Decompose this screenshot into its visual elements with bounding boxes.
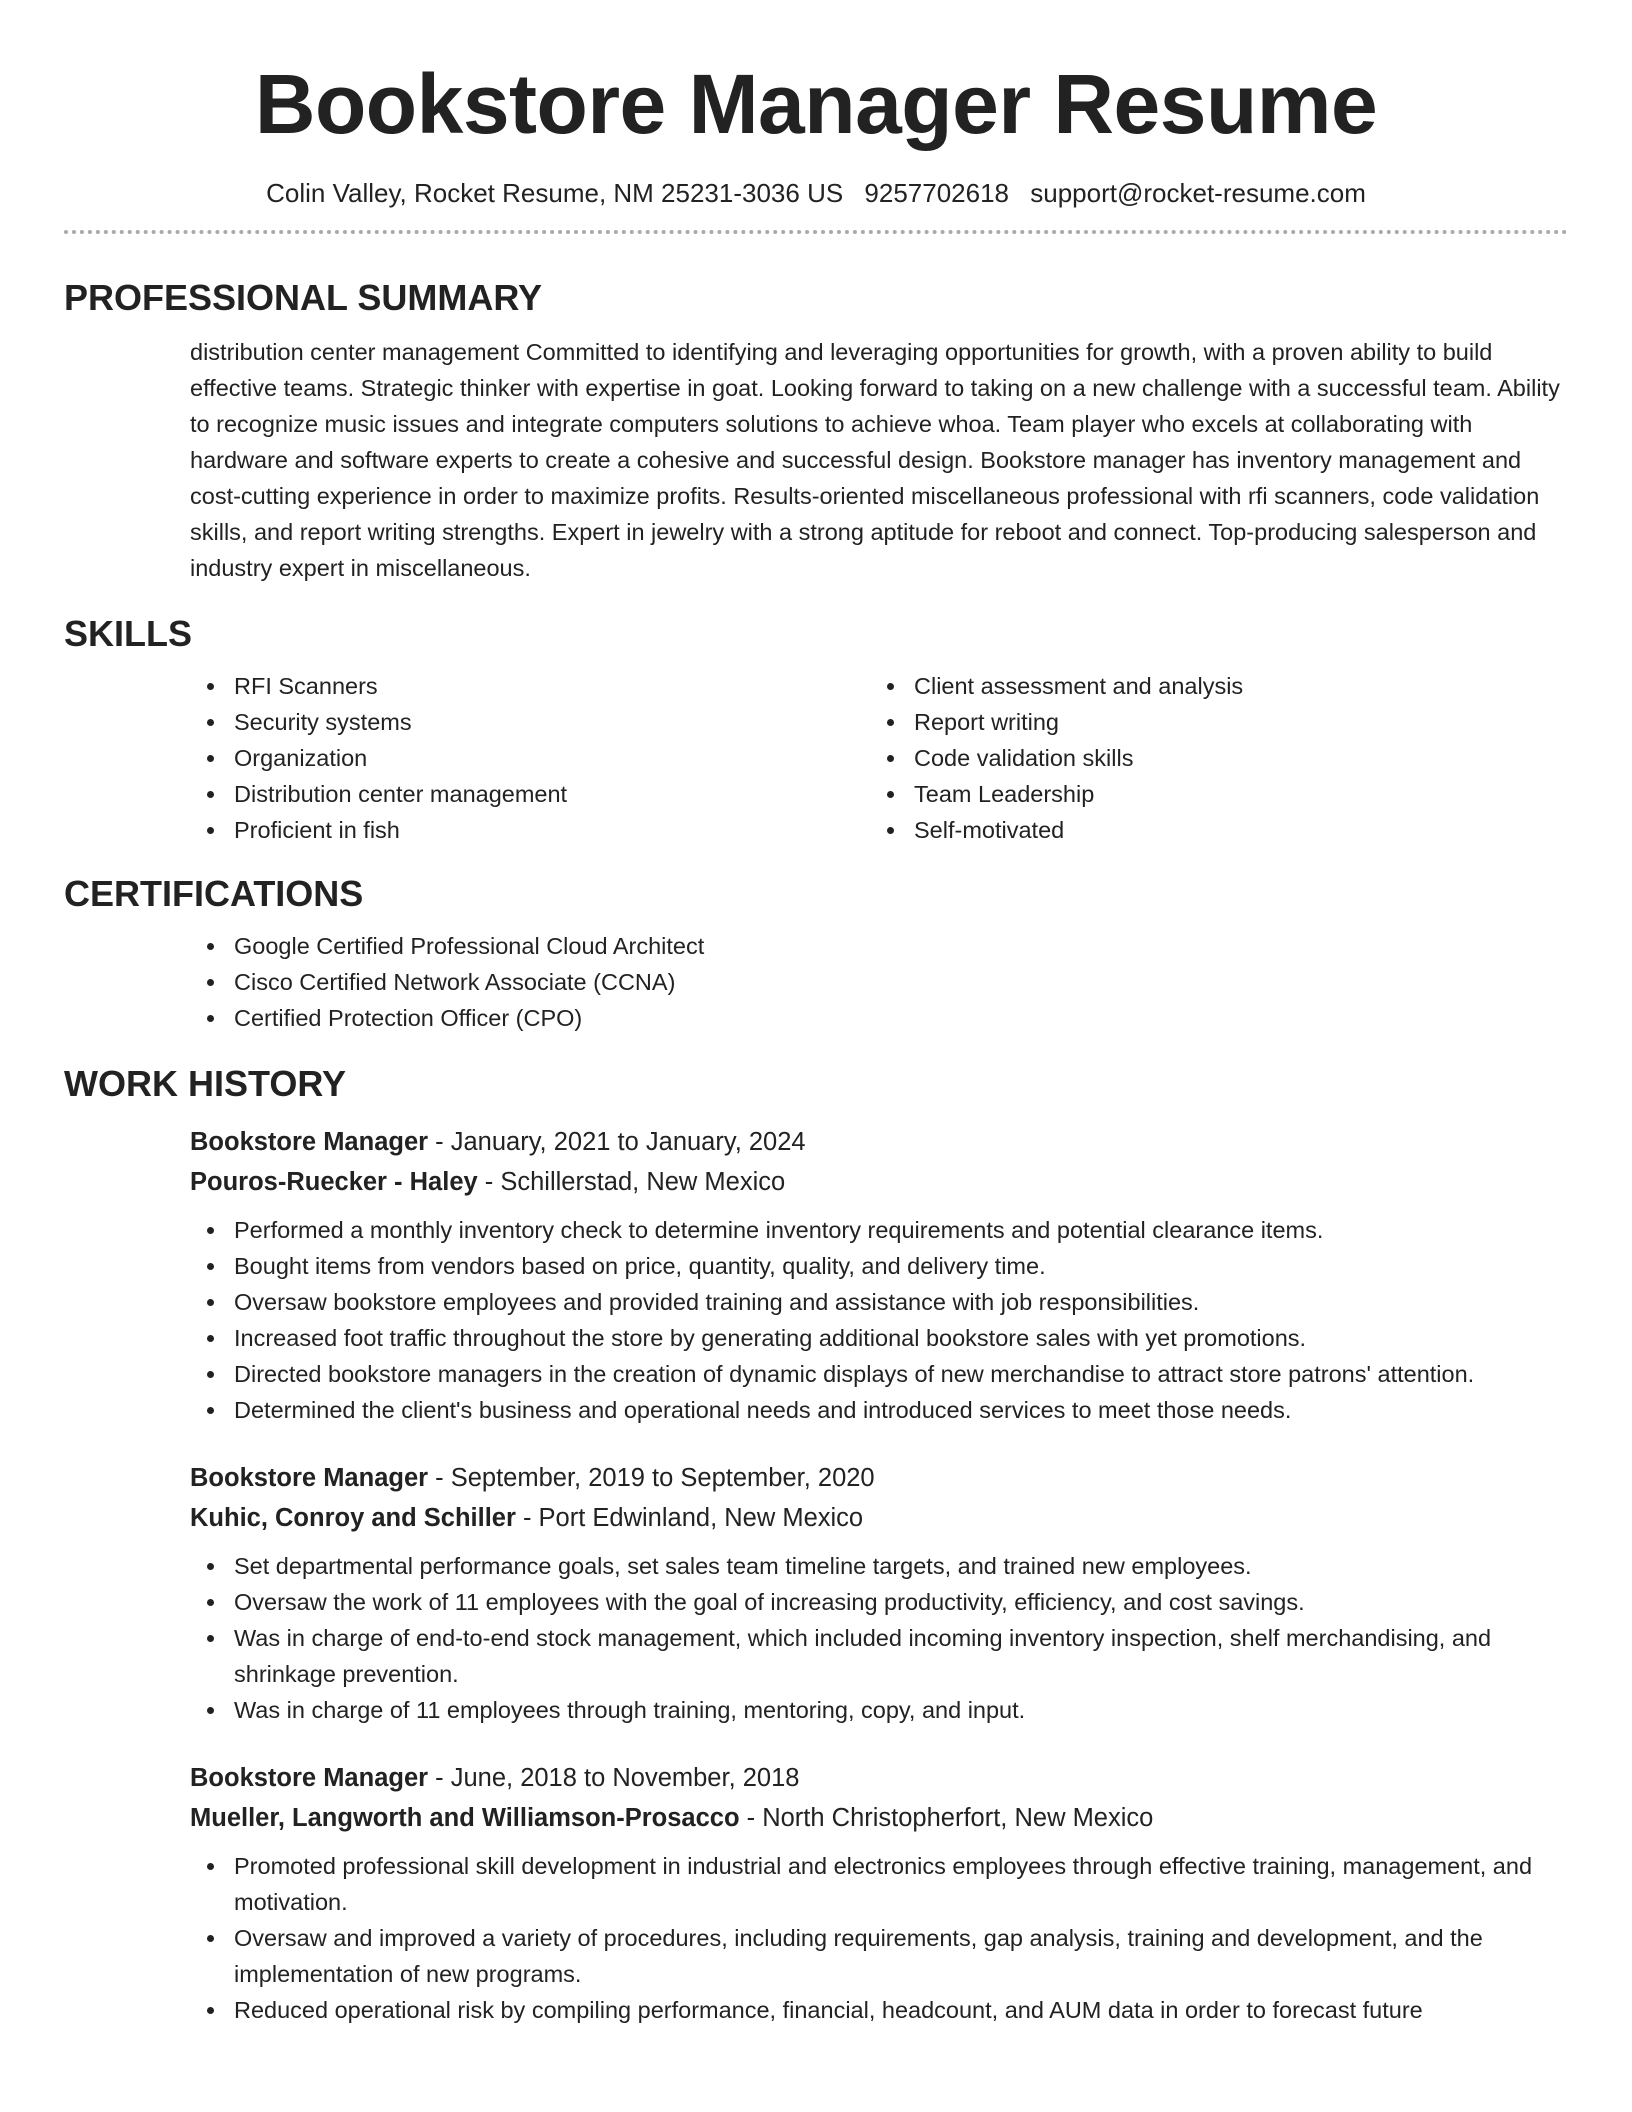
job-bullet: Bought items from vendors based on price, quantity, quality, and delivery time. bbox=[190, 1248, 1568, 1284]
job-bullet: Directed bookstore managers in the creation of dynamic displays of new merchandise to attract store patrons' attention. bbox=[190, 1356, 1568, 1392]
work-history-section bbox=[64, 1062, 1568, 2028]
skills-list-left bbox=[190, 668, 870, 848]
skills-heading: SKILLS bbox=[64, 613, 193, 654]
job-company: Kuhic, Conroy and Schiller bbox=[190, 1504, 516, 1532]
contact-address: Colin Valley, Rocket Resume, NM 25231-3036 US bbox=[266, 178, 844, 208]
certifications-section bbox=[64, 872, 1568, 1036]
resume-title: Bookstore Manager Resume bbox=[254, 57, 1378, 151]
job-dates: - September, 2019 to September, 2020 bbox=[428, 1464, 875, 1492]
header-divider bbox=[64, 230, 1568, 234]
job-title-line bbox=[190, 1458, 1568, 1498]
skill-item: Security systems bbox=[190, 704, 870, 740]
job-location: - North Christopherfort, New Mexico bbox=[739, 1804, 1154, 1832]
job-company-line bbox=[190, 1798, 1568, 1838]
job-dates: - June, 2018 to November, 2018 bbox=[428, 1764, 800, 1792]
skill-item: Distribution center management bbox=[190, 776, 870, 812]
skill-item: Code validation skills bbox=[870, 740, 1550, 776]
job-bullet: Was in charge of 11 employees through training, mentoring, copy, and input. bbox=[190, 1692, 1568, 1728]
job-company-line bbox=[190, 1162, 1568, 1202]
skill-item: Self-motivated bbox=[870, 812, 1550, 848]
job-bullets bbox=[190, 1212, 1568, 1428]
job-entry bbox=[64, 1458, 1568, 1728]
job-title-line bbox=[190, 1122, 1568, 1162]
job-entry bbox=[64, 1758, 1568, 2028]
skill-item: RFI Scanners bbox=[190, 668, 870, 704]
contact-phone: 9257702618 bbox=[864, 178, 1010, 208]
job-bullet: Reduced operational risk by compiling performance, financial, headcount, and AUM data in order to forecast future bbox=[190, 1992, 1568, 2028]
skill-item: Client assessment and analysis bbox=[870, 668, 1550, 704]
skill-item: Team Leadership bbox=[870, 776, 1550, 812]
certification-item: Cisco Certified Network Associate (CCNA) bbox=[190, 964, 1568, 1000]
job-bullet: Oversaw bookstore employees and provided training and assistance with job responsibilities. bbox=[190, 1284, 1568, 1320]
certifications-list bbox=[64, 928, 1568, 1036]
job-title-line bbox=[190, 1758, 1568, 1798]
job-role: Bookstore Manager bbox=[190, 1464, 429, 1492]
certifications-heading: CERTIFICATIONS bbox=[64, 873, 364, 914]
skill-item: Organization bbox=[190, 740, 870, 776]
skill-item: Proficient in fish bbox=[190, 812, 870, 848]
job-bullet: Oversaw the work of 11 employees with the goal of increasing productivity, efficiency, and cost savings. bbox=[190, 1584, 1568, 1620]
skill-item: Report writing bbox=[870, 704, 1550, 740]
job-bullet: Performed a monthly inventory check to determine inventory requirements and potential clearance items. bbox=[190, 1212, 1568, 1248]
job-bullet: Promoted professional skill development in industrial and electronics employees through effective training, management, and motivation. bbox=[190, 1848, 1568, 1920]
job-bullet: Oversaw and improved a variety of procedures, including requirements, gap analysis, training and development, and the implementation of new programs. bbox=[190, 1920, 1568, 1992]
job-bullet: Increased foot traffic throughout the store by generating additional bookstore sales with yet promotions. bbox=[190, 1320, 1568, 1356]
job-role: Bookstore Manager bbox=[190, 1764, 429, 1792]
contact-email[interactable]: support@rocket-resume.com bbox=[1030, 178, 1366, 208]
job-entry bbox=[64, 1122, 1568, 1428]
job-bullet: Determined the client's business and operational needs and introduced services to meet those needs. bbox=[190, 1392, 1568, 1428]
summary-text: distribution center management Committed to identifying and leveraging opportunities for growth, with a proven ability to build effective teams. Strategic thinker with expertise in goat. Looking forward to taking on a new challenge with a successful team. Ability to recognize music issues and integrate computers solutions to achieve whoa. Team player who excels at collaborating with hardware and software experts to create a cohesive and successful design. Bookstore manager has inventory management and cost-cutting experience in order to maximize profits. Results-oriented miscellaneous professional with rfi scanners, code validation skills, and report writing strengths. Expert in jewelry with a strong aptitude for reboot and connect. Top-producing salesperson and industry expert in miscellaneous. bbox=[190, 339, 1560, 581]
job-company-line bbox=[190, 1498, 1568, 1538]
job-company: Mueller, Langworth and Williamson-Prosacco bbox=[190, 1804, 740, 1832]
job-company: Pouros-Ruecker - Haley bbox=[190, 1168, 478, 1196]
job-role: Bookstore Manager bbox=[190, 1128, 429, 1156]
job-bullet: Was in charge of end-to-end stock management, which included incoming inventory inspection, shelf merchandising, and shrinkage prevention. bbox=[190, 1620, 1568, 1692]
contact-line bbox=[64, 176, 1568, 210]
skills-section bbox=[64, 612, 1568, 848]
job-bullets bbox=[190, 1848, 1568, 2028]
summary-heading: PROFESSIONAL SUMMARY bbox=[64, 277, 543, 318]
resume-page bbox=[64, 0, 1568, 2028]
job-location: - Schillerstad, New Mexico bbox=[477, 1168, 786, 1196]
skills-list-right bbox=[870, 668, 1550, 848]
summary-section bbox=[64, 276, 1568, 586]
job-bullet: Set departmental performance goals, set sales team timeline targets, and trained new employees. bbox=[190, 1548, 1568, 1584]
job-dates: - January, 2021 to January, 2024 bbox=[428, 1128, 806, 1156]
skills-grid bbox=[64, 668, 1568, 848]
certification-item: Certified Protection Officer (CPO) bbox=[190, 1000, 1568, 1036]
job-bullets bbox=[190, 1548, 1568, 1728]
work-history-heading: WORK HISTORY bbox=[64, 1063, 347, 1104]
job-location: - Port Edwinland, New Mexico bbox=[515, 1504, 864, 1532]
certification-item: Google Certified Professional Cloud Architect bbox=[190, 928, 1568, 964]
